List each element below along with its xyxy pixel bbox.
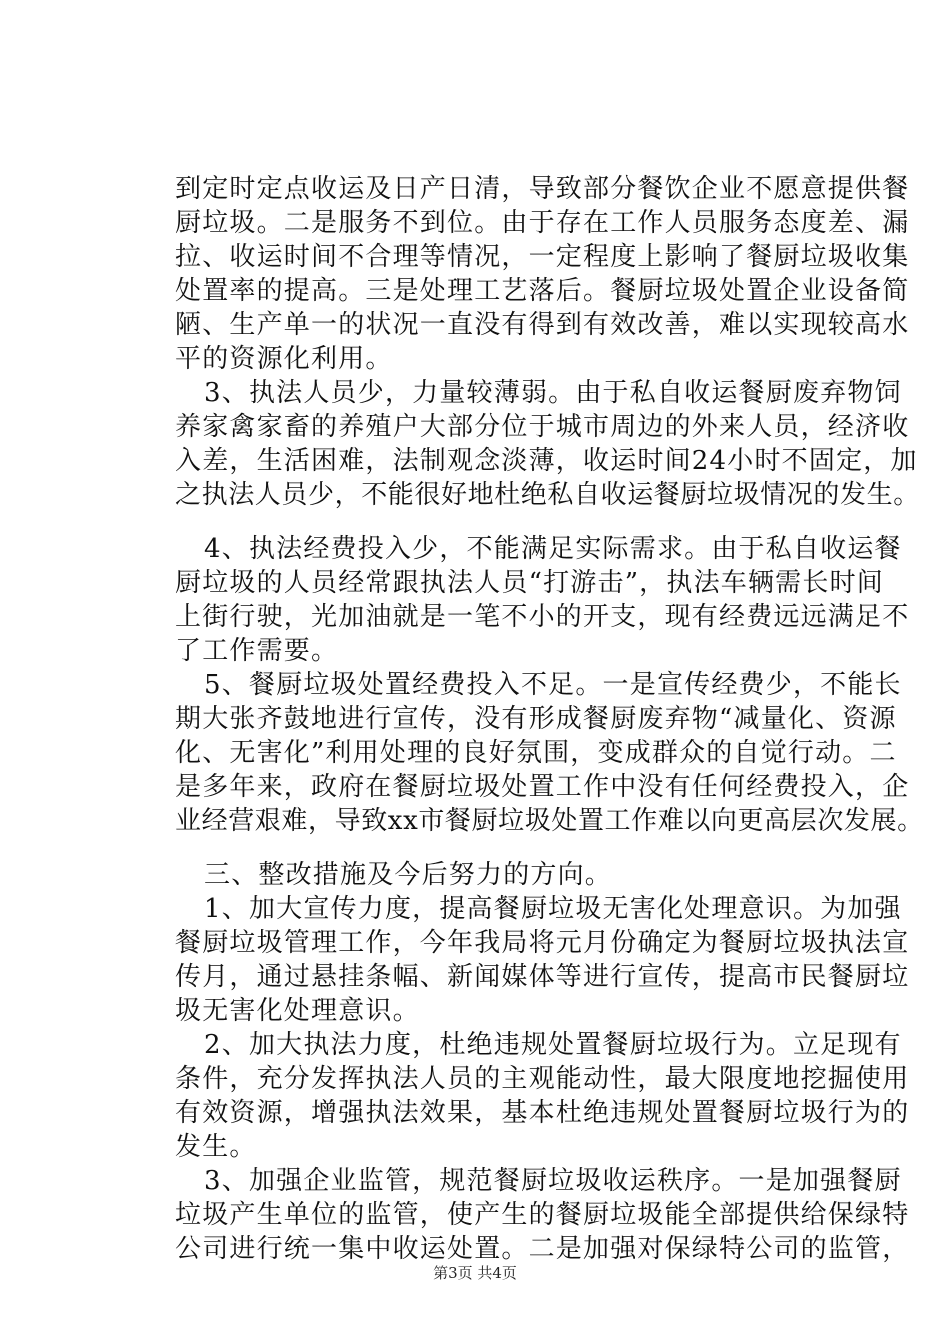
body-text-line: 发生。	[175, 1132, 257, 1162]
body-text-line: 条件，充分发挥执法人员的主观能动性，最大限度地挖掘使用	[175, 1064, 910, 1094]
body-text-line: 公司进行统一集中收运处置。二是加强对保绿特公司的监管，	[175, 1234, 910, 1264]
paragraph-first-line: 4、执法经费投入少，不能满足实际需求。由于私自收运餐	[204, 534, 902, 564]
body-text-line: 厨垃圾的人员经常跟执法人员“打游击”，执法车辆需长时间	[175, 568, 884, 598]
body-text-line: 之执法人员少，不能很好地杜绝私自收运餐厨垃圾情况的发生。	[175, 480, 920, 510]
body-text-line: 餐厨垃圾管理工作，今年我局将元月份确定为餐厨垃圾执法宣	[175, 928, 910, 958]
body-text-line: 处置率的提高。三是处理工艺落后。餐厨垃圾处置企业设备简	[175, 276, 910, 306]
body-text-line: 垃圾产生单位的监管，使产生的餐厨垃圾能全部提供给保绿特	[175, 1200, 910, 1230]
paragraph-first-line: 5、餐厨垃圾处置经费投入不足。一是宣传经费少，不能长	[204, 670, 902, 700]
body-text-line: 传月，通过悬挂条幅、新闻媒体等进行宣传，提高市民餐厨垃	[175, 962, 910, 992]
body-text-line: 厨垃圾。二是服务不到位。由于存在工作人员服务态度差、漏	[175, 208, 910, 238]
paragraph-first-line: 2、加大执法力度，杜绝违规处置餐厨垃圾行为。立足现有	[204, 1030, 902, 1060]
body-text-line: 是多年来，政府在餐厨垃圾处置工作中没有任何经费投入，企	[175, 772, 910, 802]
body-text-line: 入差，生活困难，法制观念淡薄，收运时间24小时不固定，加	[175, 446, 918, 476]
body-text-line: 陋、生产单一的状况一直没有得到有效改善，难以实现较高水	[175, 310, 910, 340]
body-text-line: 化、无害化”利用处理的良好氛围，变成群众的自觉行动。二	[175, 738, 897, 768]
body-text-line: 上街行驶，光加油就是一笔不小的开支，现有经费远远满足不	[175, 602, 910, 632]
body-text-line: 圾无害化处理意识。	[175, 996, 420, 1026]
section-heading: 三、整改措施及今后努力的方向。	[204, 860, 613, 890]
paragraph-first-line: 3、加强企业监管，规范餐厨垃圾收运秩序。一是加强餐厨	[204, 1166, 902, 1196]
body-text-line: 到定时定点收运及日产日清，导致部分餐饮企业不愿意提供餐	[175, 174, 910, 204]
paragraph-first-line: 3、执法人员少，力量较薄弱。由于私自收运餐厨废弃物饲	[204, 378, 902, 408]
body-text-line: 有效资源，增强执法效果，基本杜绝违规处置餐厨垃圾行为的	[175, 1098, 910, 1128]
body-text-line: 了工作需要。	[175, 636, 339, 666]
page-number-footer: 第3页 共4页	[433, 1264, 517, 1282]
body-text-line: 拉、收运时间不合理等情况，一定程度上影响了餐厨垃圾收集	[175, 242, 910, 272]
body-text-line: 平的资源化利用。	[175, 344, 393, 374]
body-text-line: 业经营艰难，导致xx市餐厨垃圾处置工作难以向更高层次发展。	[175, 806, 924, 836]
paragraph-first-line: 1、加大宣传力度，提高餐厨垃圾无害化处理意识。为加强	[204, 894, 902, 924]
body-text-line: 养家禽家畜的养殖户大部分位于城市周边的外来人员，经济收	[175, 412, 910, 442]
body-text-line: 期大张齐鼓地进行宣传，没有形成餐厨废弃物“减量化、资源	[175, 704, 897, 734]
